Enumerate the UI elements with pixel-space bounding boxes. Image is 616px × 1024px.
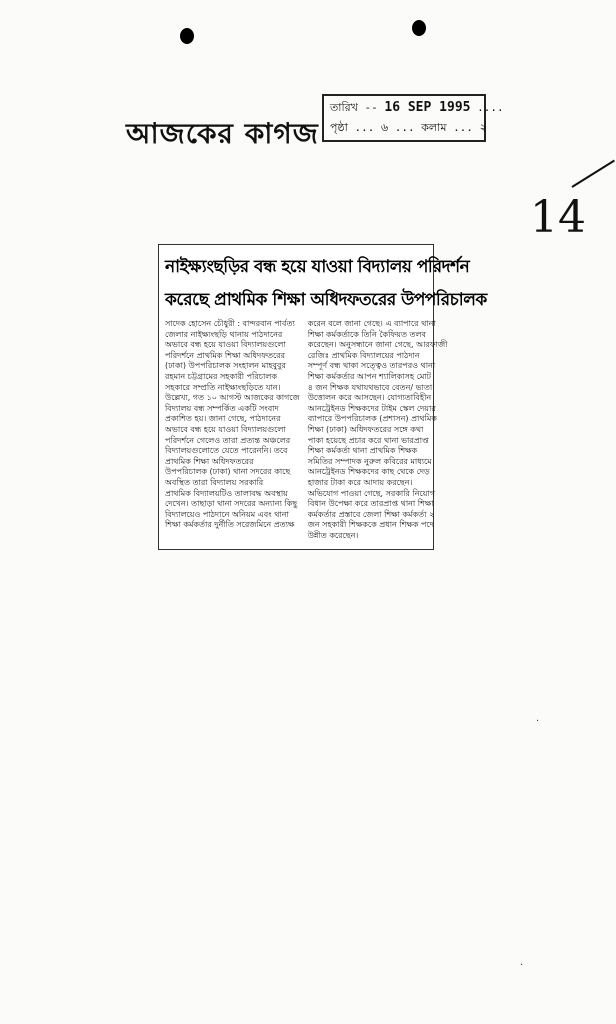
- article-text-line: উন্নীত করেছেন।: [307, 530, 359, 540]
- news-clipping: [158, 244, 487, 550]
- handwritten-stroke: [571, 160, 614, 188]
- punch-hole-left: [180, 28, 194, 44]
- article-text-line: উল্লেখ্য, গত ১০ আগস্ট আজকের কাগজে: [165, 393, 300, 403]
- article-text-line: সমিতির সম্পাদক নুরুল কবিরের মাধ্যমে: [307, 456, 432, 466]
- article-text-line: শিক্ষা কর্মকর্তার আপন শ্যালিকাসহ মোট: [307, 371, 431, 381]
- article-text-line: ব্যাপারে উপপরিচালক (প্রশাসন) প্রাথমিক: [307, 414, 437, 424]
- scan-speck: ·: [520, 960, 524, 971]
- newspaper-masthead: আজকের কাগজ: [126, 117, 319, 150]
- article-text-line: প্রকাশিত হয়। জানা গেছে, পাঠদানের: [165, 414, 281, 424]
- article-text-line: আনট্রেইনড শিক্ষকদের কাছ থেকে দেড়: [307, 467, 430, 477]
- stamp-date-value: 16 SEP 1995: [384, 100, 471, 115]
- article-headline: [159, 245, 487, 317]
- stamp-column-label: কলাম: [421, 121, 447, 134]
- article-text-line: শিক্ষা কর্মকর্তার দুর্নীতি সরেজমিনে প্রত্যক্ষ: [165, 520, 295, 530]
- article-text-line: প্রাথমিক বিদ্যালয়টিও তালাবদ্ধ অবস্থায়: [165, 488, 288, 498]
- article-text-line: বিদ্যালয়েও পাঠদানে অনিয়ম এবং থানা: [165, 509, 289, 519]
- headline-line-1: নাইক্ষ্যংছড়ির বন্ধ হয়ে যাওয়া বিদ্যালয় পরিদর্শন: [165, 257, 470, 277]
- article-text-line: ৪ জন শিক্ষক যথাযথভাবে বেতন/ ভাতা: [307, 382, 433, 392]
- article-text-line: বিদ্যালয়গুলোতে যেতে পারেননি। তবে: [165, 446, 288, 456]
- article-text-line: উত্তোলন করে আসছেন। যোগ্যতাবিহীন: [307, 393, 432, 403]
- scan-speck: ·: [536, 716, 540, 727]
- article-text-line: হাজার টাকা করে আদায় করছেন।: [307, 477, 413, 487]
- article-text-line: পরিদর্শনে গেলেও তারা প্রত্যন্ত অঞ্চলের: [165, 435, 291, 445]
- stamp-page-label: পৃষ্ঠা: [330, 121, 348, 134]
- article-text-line: পরিদর্শনে প্রাথমিক শিক্ষা অধিদফতরের: [165, 350, 286, 360]
- handwritten-page-number: 14: [530, 192, 586, 243]
- article-text-line: করেন বলে জানা গেছে। এ ব্যাপারে থানা: [307, 319, 436, 328]
- punch-hole-right: [412, 20, 426, 36]
- article-body: [165, 319, 448, 543]
- article-text-line: আনট্রেইনড শিক্ষকদের টাইম স্কেল দেয়ার: [307, 403, 436, 413]
- headline-line-2: করেছে প্রাথমিক শিক্ষা অধিদফতরের উপপরিচালক: [165, 290, 487, 310]
- stamp-page-value: ৬: [380, 121, 389, 134]
- article-text-line: শিক্ষা কর্মকর্তা থানা প্রাথমিক শিক্ষক: [307, 446, 418, 456]
- article-text-line: বিদ্যালয় বন্ধ সম্পর্কিত একটি সংবাদ: [165, 403, 279, 413]
- article-text-line: বিধান উপেক্ষা করে তারপ্রাপ্ত থানা শিক্ষা: [307, 499, 434, 509]
- stamp-date-label: তারিখ: [330, 101, 358, 114]
- article-text-line: করেছেন। অনুসন্ধানে জানা গেছে, আরফাজী: [307, 340, 448, 350]
- article-text-line: সম্পূর্ণ বন্ধ থাকা সত্ত্বেও তারপরও থানা: [307, 361, 436, 371]
- article-column-1: [165, 319, 300, 543]
- date-stamp: তারিখ -- 16 SEP 1995 .... পৃষ্ঠা ... ৬ ... কলাম ... ২: [322, 94, 486, 142]
- article-text-line: জেলার নাইক্ষ্যংছড়ি থানায় পাঠদানের: [165, 329, 283, 339]
- article-text-line: সাদেক হোসেন চৌধুরী : বান্দরবান পার্বত্য: [165, 319, 295, 328]
- article-text-line: পাকা হয়েছে প্রচার করে থানা ভারপ্রাপ্ত: [307, 435, 429, 445]
- article-column-2: [308, 319, 448, 543]
- article-text-line: অবস্থিত তারা বিদ্যালয় সরকারি: [165, 477, 264, 487]
- article-text-line: কর্মকর্তার প্রস্তাবে জেলা শিক্ষা কর্মকর্তা ২: [307, 509, 435, 519]
- article-text-line: প্রাথমিক শিক্ষা অধিদফতরের: [165, 456, 254, 466]
- article-text-line: দেখেন। তাছাড়া থানা সদরের অন্যান্য কিছু: [165, 499, 298, 509]
- article-text-line: রহমান চট্টগ্রামের সহকারী পরিচালক: [165, 371, 277, 381]
- article-text-line: অভিযোগ পাওয়া গেছে, সরকারি নিয়োগ: [307, 488, 436, 498]
- article-text-line: উপপরিচালক (ঢাকা) থানা সদরের কাছে: [165, 467, 291, 477]
- article-text-line: অভাবে বন্ধ হয়ে যাওয়া বিদ্যালয়গুলো: [165, 424, 286, 434]
- article-text-line: (ঢাকা) উপপরিচালক সংহালন মাহবুবুর: [165, 361, 286, 371]
- article-text-line: শিক্ষা কর্মকর্তাকে তিনি কৈফিয়ত তলব: [307, 329, 426, 339]
- stamp-column-value: ২: [479, 121, 487, 134]
- article-text-line: শিক্ষা (ঢাকা) অধিদফতরের সঙ্গে কথা: [307, 424, 424, 434]
- article-text-line: জন সহকারী শিক্ষককে প্রধান শিক্ষক পদে: [307, 520, 434, 530]
- article-text-line: অভাবে বন্ধ হয়ে যাওয়া বিদ্যালয়গুলো: [165, 340, 286, 350]
- article-text-line: সহকারে সম্প্রতি নাইক্ষ্যংছড়িতে যান।: [165, 382, 281, 392]
- article-text-line: রেজিঃ প্রাথমিক বিদ্যালয়ের পাঠদান: [307, 350, 420, 360]
